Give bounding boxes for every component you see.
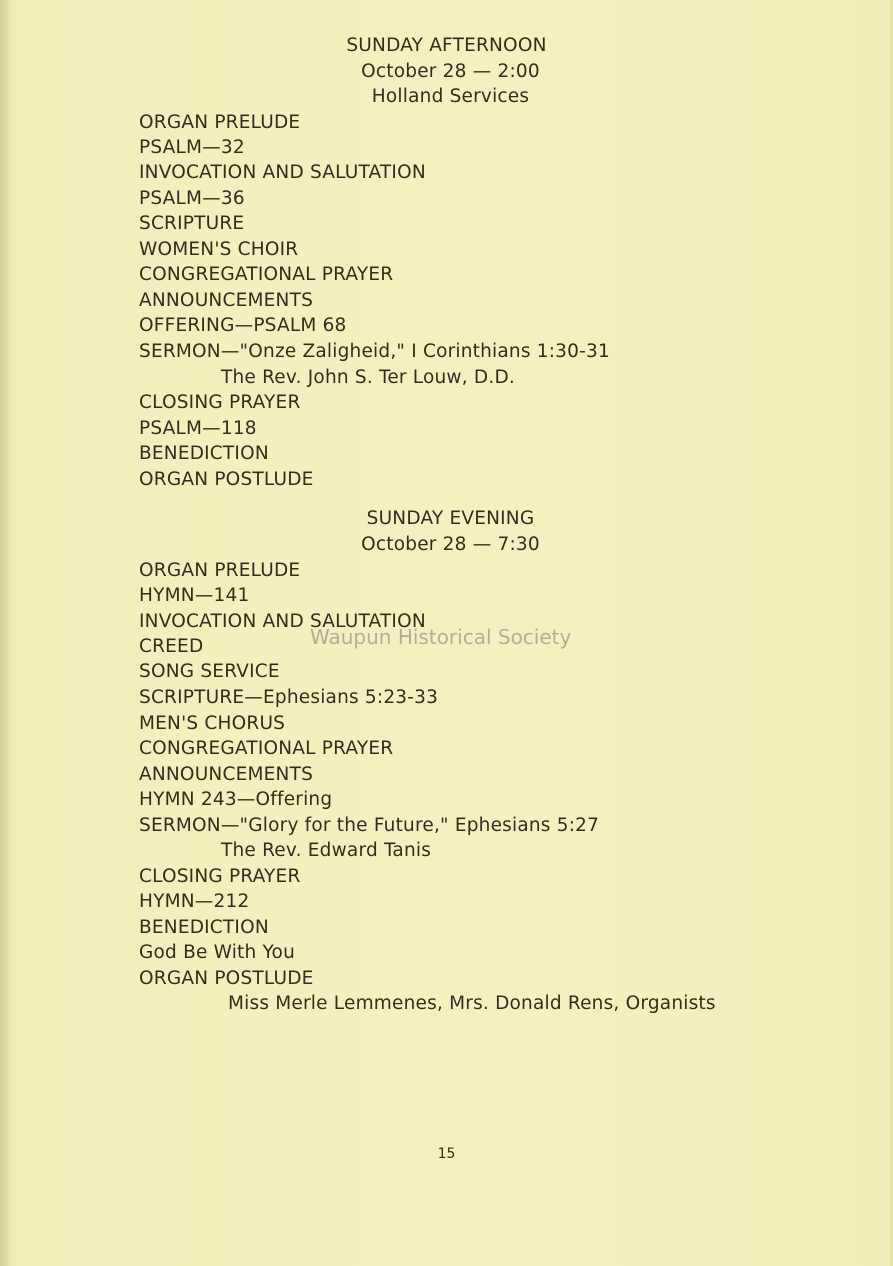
evening-item: HYMN—141 (139, 585, 250, 606)
afternoon-item: OFFERING—PSALM 68 (139, 315, 347, 336)
evening-item: ORGAN POSTLUDE (139, 968, 314, 989)
afternoon-item: ANNOUNCEMENTS (139, 290, 314, 311)
evening-item: BENEDICTION (139, 917, 269, 938)
evening-item: CREED (139, 636, 204, 657)
evening-organists: Miss Merle Lemmenes, Mrs. Donald Rens, Organists (228, 993, 716, 1014)
evening-item: INVOCATION AND SALUTATION (139, 611, 426, 632)
evening-heading: SUNDAY EVENING (366, 508, 535, 529)
afternoon-item: WOMEN'S CHOIR (139, 239, 299, 260)
evening-item: CLOSING PRAYER (139, 866, 301, 887)
watermark: Waupun Historical Society (310, 625, 572, 649)
afternoon-item: PSALM—118 (139, 418, 257, 439)
afternoon-item: SCRIPTURE (139, 213, 245, 234)
afternoon-date: October 28 — 2:00 (361, 61, 540, 82)
afternoon-item: ORGAN POSTLUDE (139, 469, 314, 490)
evening-item: SCRIPTURE—Ephesians 5:23-33 (139, 687, 439, 708)
evening-item: CONGREGATIONAL PRAYER (139, 738, 394, 759)
afternoon-item: INVOCATION AND SALUTATION (139, 162, 426, 183)
page-spine-shadow (0, 0, 10, 1266)
afternoon-item: CLOSING PRAYER (139, 392, 301, 413)
afternoon-subtitle: Holland Services (371, 86, 530, 107)
evening-item: HYMN—212 (139, 891, 250, 912)
afternoon-heading: SUNDAY AFTERNOON (346, 35, 547, 56)
evening-date: October 28 — 7:30 (361, 534, 540, 555)
afternoon-sermon: SERMON—"Onze Zaligheid," I Corinthians 1:30-31 (139, 341, 610, 362)
afternoon-item: PSALM—36 (139, 188, 245, 209)
afternoon-item: PSALM—32 (139, 137, 245, 158)
afternoon-item: ORGAN PRELUDE (139, 112, 301, 133)
evening-item: ORGAN PRELUDE (139, 560, 301, 581)
evening-item: MEN'S CHORUS (139, 713, 286, 734)
afternoon-item: BENEDICTION (139, 443, 269, 464)
evening-item: SONG SERVICE (139, 661, 280, 682)
evening-item: ANNOUNCEMENTS (139, 764, 314, 785)
page-number: 15 (437, 1146, 456, 1162)
evening-sermon: SERMON—"Glory for the Future," Ephesians 5:27 (139, 815, 600, 836)
afternoon-preacher: The Rev. John S. Ter Louw, D.D. (221, 367, 515, 388)
evening-preacher: The Rev. Edward Tanis (221, 840, 432, 861)
evening-item: HYMN 243—Offering (139, 789, 333, 810)
evening-item: God Be With You (139, 942, 296, 963)
afternoon-item: CONGREGATIONAL PRAYER (139, 264, 394, 285)
